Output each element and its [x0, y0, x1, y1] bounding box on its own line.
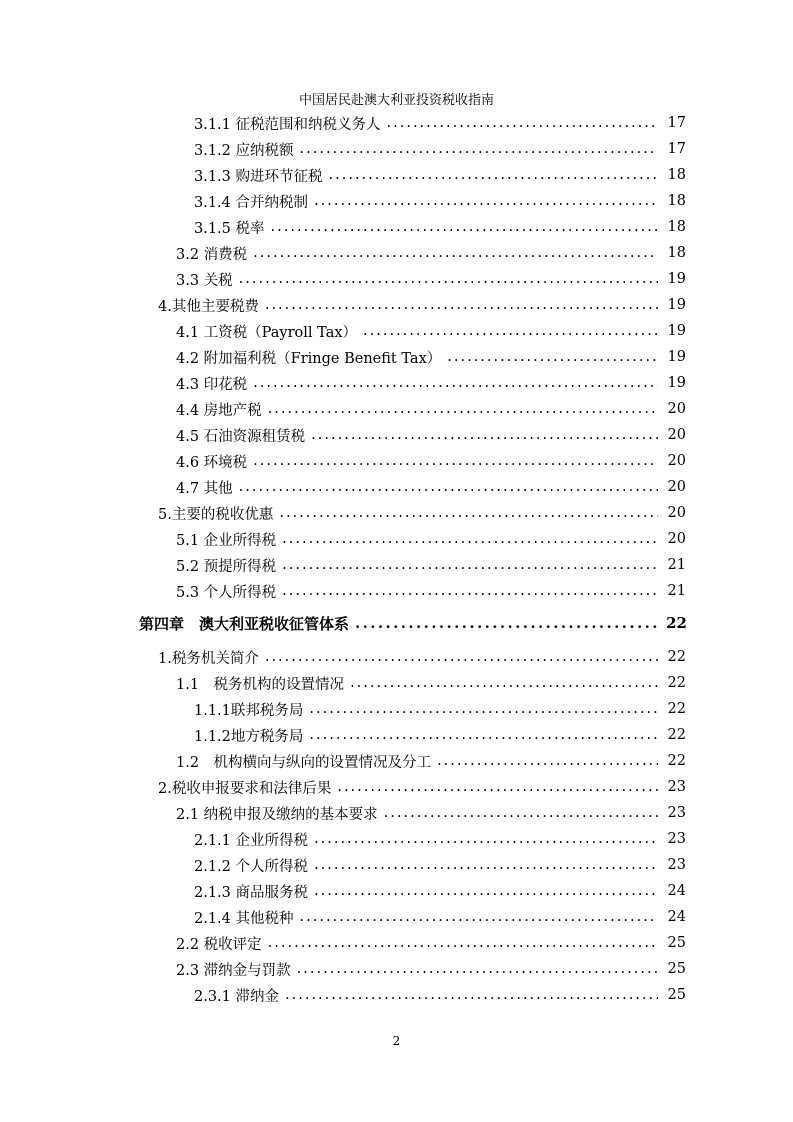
toc-entry-page: 20 [667, 401, 686, 417]
toc-leader-dots [279, 505, 658, 521]
toc-entry-title: 3.1.1 征税范围和纳税义务人 [194, 116, 381, 133]
toc-entry[interactable] [0, 580, 793, 602]
toc-leader-dots [282, 583, 658, 599]
toc-entry[interactable] [0, 372, 793, 394]
toc-entry-page: 22 [667, 701, 686, 717]
toc-leader-dots [314, 883, 658, 899]
toc-entry[interactable] [0, 646, 793, 668]
toc-entry-title: 4.其他主要税费 [158, 298, 259, 315]
toc-entry-title: 3.3 关税 [176, 272, 233, 289]
toc-entry-page: 19 [667, 297, 686, 313]
toc-entry-title: 1.税务机关简介 [158, 650, 259, 667]
toc-leader-dots [253, 245, 658, 261]
toc-entry-title: 2.税收申报要求和法律后果 [158, 780, 332, 797]
toc-entry[interactable] [0, 672, 793, 694]
toc-leader-dots [311, 427, 658, 443]
toc-entry-page: 25 [667, 961, 686, 977]
toc-leader-dots [271, 219, 658, 235]
toc-entry-title: 4.7 其他 [176, 480, 233, 497]
toc-entry-title: 3.1.4 合并纳税制 [194, 194, 309, 211]
toc-leader-dots [384, 805, 658, 821]
toc-leader-dots [387, 115, 658, 131]
toc-entry-title: 4.4 房地产税 [176, 402, 262, 419]
toc-entry-title: 2.1.3 商品服务税 [194, 884, 309, 901]
toc-entry[interactable] [0, 216, 793, 238]
toc-entry-page: 24 [667, 909, 686, 925]
toc-leader-dots [355, 614, 659, 632]
toc-leader-dots [300, 141, 658, 157]
toc-entry-title: 1.1.1联邦税务局 [194, 702, 304, 719]
toc-entry-title: 3.1.5 税率 [194, 220, 265, 237]
toc-entry[interactable] [0, 346, 793, 368]
toc-entry[interactable] [0, 750, 793, 772]
toc-entry-title: 第四章 澳大利亚税收征管体系 [139, 614, 350, 633]
toc-entry[interactable] [0, 112, 793, 134]
toc-entry-title: 2.3 滞纳金与罚款 [176, 962, 291, 979]
toc-entry-page: 22 [667, 727, 686, 743]
toc-entry-page: 22 [666, 614, 687, 632]
toc-entry-page: 17 [667, 115, 686, 131]
toc-leader-dots [282, 557, 658, 573]
toc-entry-page: 19 [667, 349, 686, 365]
toc-entry-title: 4.2 附加福利税（Fringe Benefit Tax） [176, 350, 442, 367]
running-header: 中国居民赴澳大利亚投资税收指南 [298, 93, 494, 108]
toc-entry[interactable] [0, 320, 793, 342]
toc-leader-dots [309, 701, 658, 717]
toc-entry-title: 1.1 税务机构的设置情况 [176, 676, 345, 693]
toc-entry-page: 24 [667, 883, 686, 899]
toc-entry-title: 3.1.2 应纳税额 [194, 142, 294, 159]
toc-entry[interactable] [0, 906, 793, 928]
toc-entry[interactable] [0, 984, 793, 1006]
toc-entry-title: 5.1 企业所得税 [176, 532, 277, 549]
toc-entry-page: 23 [667, 805, 686, 821]
toc-entry-title: 5.2 预提所得税 [176, 558, 277, 575]
toc-leader-dots [314, 831, 658, 847]
toc-entry[interactable] [0, 190, 793, 212]
toc-entry-page: 19 [667, 323, 686, 339]
toc-entry-page: 22 [667, 649, 686, 665]
toc-leader-dots [350, 675, 658, 691]
toc-leader-dots [314, 857, 658, 873]
toc-entry[interactable] [0, 424, 793, 446]
toc-entry[interactable] [0, 880, 793, 902]
toc-entry-page: 19 [667, 271, 686, 287]
toc-entry-page: 20 [667, 479, 686, 495]
toc-entry-page: 20 [667, 427, 686, 443]
toc-entry-page: 21 [667, 557, 686, 573]
toc-entry-title: 4.5 石油资源租赁税 [176, 428, 306, 445]
toc-leader-dots [363, 323, 658, 339]
toc-entry[interactable] [0, 450, 793, 472]
toc-entry-page: 21 [667, 583, 686, 599]
toc-entry-title: 4.1 工资税（Payroll Tax） [176, 324, 358, 341]
toc-leader-dots [239, 271, 658, 287]
toc-entry-title: 5.主要的税收优惠 [158, 506, 274, 523]
toc-leader-dots [268, 935, 658, 951]
toc-entry-title: 2.1 纳税申报及缴纳的基本要求 [176, 806, 378, 823]
toc-entry-title: 3.1.3 购进环节征税 [194, 168, 323, 185]
toc-entry[interactable] [0, 528, 793, 550]
toc-leader-dots [268, 401, 658, 417]
toc-entry-page: 20 [667, 531, 686, 547]
toc-entry-title: 2.1.4 其他税种 [194, 910, 294, 927]
toc-entry[interactable] [0, 294, 793, 316]
toc-entry-title: 3.2 消费税 [176, 246, 248, 263]
toc-leader-dots [447, 349, 658, 365]
toc-entry-page: 20 [667, 453, 686, 469]
toc-entry[interactable] [0, 698, 793, 720]
toc-entry-page: 19 [667, 375, 686, 391]
toc-entry[interactable] [0, 242, 793, 264]
toc-entry-page: 22 [667, 675, 686, 691]
toc-entry[interactable] [0, 854, 793, 876]
toc-entry-page: 17 [667, 141, 686, 157]
toc-entry-page: 23 [667, 857, 686, 873]
toc-entry-page: 23 [667, 779, 686, 795]
toc-entry[interactable] [0, 502, 793, 524]
toc-entry-title: 5.3 个人所得税 [176, 584, 277, 601]
toc-leader-dots [437, 753, 658, 769]
toc-leader-dots [314, 193, 658, 209]
toc-entry[interactable] [0, 724, 793, 746]
toc-entry-title: 1.1.2地方税务局 [194, 728, 304, 745]
toc-entry-page: 18 [667, 219, 686, 235]
toc-leader-dots [282, 531, 658, 547]
toc-chapter-entry[interactable] [0, 612, 793, 634]
toc-entry-title: 4.6 环境税 [176, 454, 248, 471]
toc-entry[interactable] [0, 802, 793, 824]
toc-entry[interactable] [0, 776, 793, 798]
toc-leader-dots [309, 727, 658, 743]
toc-entry-title: 2.3.1 滞纳金 [194, 988, 280, 1005]
toc-entry-page: 25 [667, 987, 686, 1003]
toc-entry-title: 4.3 印花税 [176, 376, 248, 393]
toc-leader-dots [337, 779, 658, 795]
toc-entry-page: 22 [667, 753, 686, 769]
toc-entry-title: 1.2 机构横向与纵向的设置情况及分工 [176, 754, 432, 771]
toc-entry[interactable] [0, 164, 793, 186]
toc-entry-page: 18 [667, 245, 686, 261]
page-number: 2 [392, 1034, 401, 1048]
toc-leader-dots [239, 479, 658, 495]
toc-leader-dots [329, 167, 658, 183]
toc-entry-page: 18 [667, 167, 686, 183]
toc-entry-page: 23 [667, 831, 686, 847]
toc-entry[interactable] [0, 554, 793, 576]
toc-entry[interactable] [0, 398, 793, 420]
toc-entry[interactable] [0, 268, 793, 290]
toc-leader-dots [253, 453, 658, 469]
toc-entry-title: 2.2 税收评定 [176, 936, 262, 953]
toc-entry-title: 2.1.1 企业所得税 [194, 832, 309, 849]
toc-entry-title: 2.1.2 个人所得税 [194, 858, 309, 875]
toc-entry[interactable] [0, 138, 793, 160]
toc-entry-page: 25 [667, 935, 686, 951]
toc-entry[interactable] [0, 958, 793, 980]
toc-leader-dots [253, 375, 658, 391]
toc-leader-dots [265, 649, 658, 665]
toc-leader-dots [297, 961, 658, 977]
toc-entry-page: 18 [667, 193, 686, 209]
toc-leader-dots [265, 297, 658, 313]
toc-leader-dots [285, 987, 658, 1003]
toc-entry-page: 20 [667, 505, 686, 521]
toc-entry[interactable] [0, 828, 793, 850]
toc-leader-dots [300, 909, 658, 925]
toc-entry[interactable] [0, 932, 793, 954]
toc-entry[interactable] [0, 476, 793, 498]
